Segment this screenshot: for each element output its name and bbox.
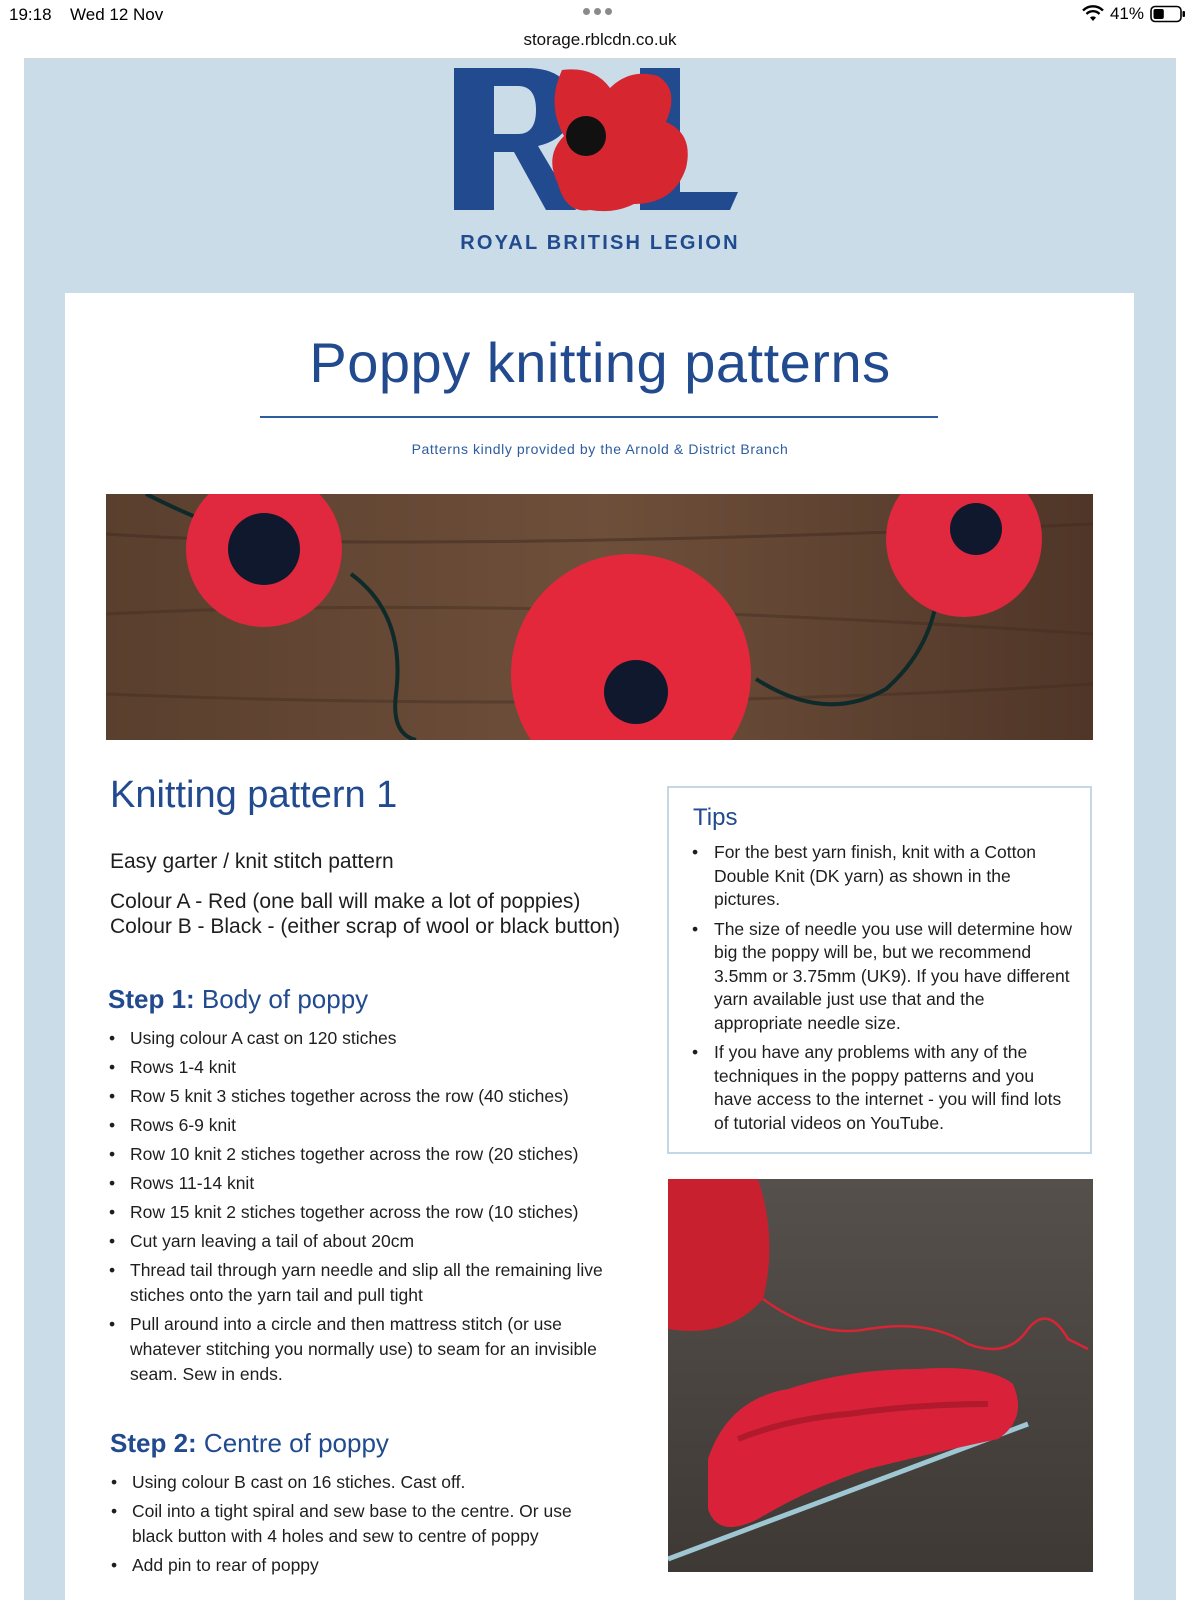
list-item: • Row 10 knit 2 stiches together across the row (20 stiches) [109, 1142, 609, 1167]
page-margin-right [1176, 58, 1200, 1600]
rbl-logo [454, 64, 744, 224]
list-item: • Coil into a tight spiral and sew base to the centre. Or use black button with 4 holes and sew to centre of poppy [111, 1499, 611, 1549]
colour-a-text: Colour A - Red (one ball will make a lot of poppies) [110, 890, 581, 913]
list-item: • Pull around into a circle and then mattress stitch (or use whatever stitching you normally use) to seam for an invisible seam. Sew in ends. [109, 1312, 609, 1387]
step1-title: Body of poppy [201, 984, 369, 1014]
pattern-heading: Knitting pattern 1 [110, 774, 398, 816]
list-item: • Rows 6-9 knit [109, 1113, 609, 1138]
colour-b-text: Colour B - Black - (either scrap of wool or black button) [110, 915, 621, 938]
status-time: 19:18 [9, 5, 52, 24]
step2-heading [110, 1428, 389, 1459]
list-item: • Add pin to rear of poppy [111, 1553, 611, 1578]
credit-line: Patterns kindly provided by the Arnold & District Branch [411, 441, 789, 457]
list-item: • Thread tail through yarn needle and slip all the remaining live stiches onto the yarn tail and pull tight [109, 1258, 609, 1308]
list-item: • Cut yarn leaving a tail of about 20cm [109, 1229, 609, 1254]
pattern-subtitle: Easy garter / knit stitch pattern [110, 850, 394, 873]
poppy-garland-photo [106, 494, 1093, 740]
step2-list [111, 1470, 611, 1582]
list-item: • Row 15 knit 2 stiches together across the row (10 stiches) [109, 1200, 609, 1225]
step2-number: Step 2: [110, 1428, 197, 1458]
list-item: • Rows 11-14 knit [109, 1171, 609, 1196]
browser-status-bar [0, 0, 1200, 59]
step2-title: Centre of poppy [203, 1428, 389, 1458]
step1-list [109, 1026, 609, 1391]
title-divider [260, 416, 938, 418]
step1-heading [108, 984, 368, 1015]
multitask-dots-icon[interactable] [583, 8, 612, 15]
tips-list [692, 841, 1072, 1141]
knitting-progress-photo [668, 1179, 1093, 1572]
tip-item: • For the best yarn finish, knit with a Cotton Double Knit (DK yarn) as shown in the pictures. [692, 841, 1072, 912]
list-item: • Rows 1-4 knit [109, 1055, 609, 1080]
page-title: Poppy knitting patterns [309, 331, 891, 394]
status-date: Wed 12 Nov [70, 5, 164, 24]
step1-number: Step 1: [108, 984, 195, 1014]
status-indicators [1082, 4, 1186, 24]
tips-heading: Tips [693, 804, 738, 831]
address-bar-url[interactable]: storage.rblcdn.co.uk [523, 30, 677, 49]
list-item: • Row 5 knit 3 stiches together across the row (40 stiches) [109, 1084, 609, 1109]
battery-percent: 41% [1109, 4, 1144, 23]
tip-item: • If you have any problems with any of the techniques in the poppy patterns and you have access to the internet - you will find lots of tutorial videos on YouTube. [692, 1041, 1072, 1135]
tip-item: • The size of needle you use will determine how big the poppy will be, but we recommend 3.5mm or 3.75mm (UK9). If you have different yarn available just use that and the appropriate needle size. [692, 918, 1072, 1036]
list-item: • Using colour A cast on 120 stiches [109, 1026, 609, 1051]
wifi-icon [1082, 5, 1104, 23]
page-margin-left [0, 58, 24, 1600]
list-item: • Using colour B cast on 16 stiches. Cast off. [111, 1470, 611, 1495]
battery-icon [1150, 5, 1186, 23]
logo-name: ROYAL BRITISH LEGION [460, 232, 740, 254]
